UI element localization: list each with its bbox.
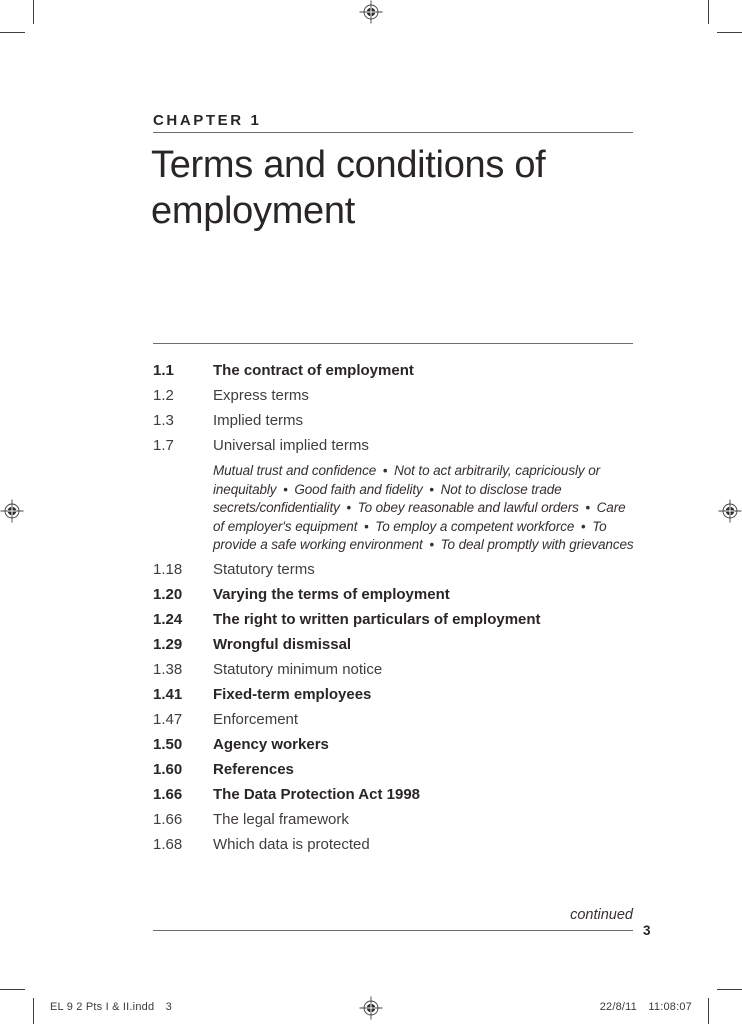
toc-entry-label: Varying the terms of employment	[213, 585, 450, 603]
toc-entry-number: 1.68	[153, 835, 183, 853]
toc-entry-label: The Data Protection Act 1998	[213, 785, 421, 803]
toc-entry	[153, 686, 633, 703]
toc-entry-label: Which data is protected	[213, 835, 370, 853]
continued-label: continued	[570, 907, 633, 923]
toc-entry	[153, 412, 633, 429]
toc-entry	[153, 761, 633, 778]
toc-entry	[153, 661, 633, 678]
toc-entry-label: The right to written particulars of employment	[213, 610, 541, 628]
crop-mark-icon	[0, 32, 25, 33]
toc-entry	[153, 811, 633, 828]
toc-entry-number: 1.60	[153, 760, 183, 778]
toc-entry	[153, 836, 633, 853]
toc-entry-label: Universal implied terms	[213, 437, 369, 454]
registration-target-icon	[718, 499, 742, 523]
toc-list	[153, 362, 633, 861]
toc-entry	[153, 711, 633, 728]
toc-entry	[153, 362, 633, 379]
registration-target-icon	[359, 0, 383, 24]
toc-entry-number: 1.20	[153, 585, 183, 603]
toc-entry-number: 1.47	[153, 710, 183, 728]
crop-mark-icon	[717, 32, 742, 33]
contents-bottom-rule	[153, 930, 633, 931]
toc-entry-number: 1.3	[153, 412, 174, 429]
footer-timestamp: 22/8/11 11:08:07	[599, 1001, 692, 1013]
registration-target-icon	[0, 499, 24, 523]
toc-entry-label: Fixed-term employees	[213, 685, 372, 703]
chapter-label: CHAPTER 1	[153, 112, 262, 129]
toc-entry	[153, 786, 633, 803]
page-number: 3	[643, 923, 651, 938]
toc-entry-number: 1.38	[153, 660, 183, 678]
toc-entry	[153, 611, 633, 628]
header-rule	[153, 132, 633, 133]
toc-entry-subtopics: Mutual trust and confidence • Not to act arbitrarily, capriciously or inequitably • Good faith and fidelity • Not to disclose trade secrets/confidentiality • To obey reasonable and lawful orders • Care of employer's equipment • To employ a competent workforce • To provide a safe working environment • To deal promptly with grievances	[213, 463, 634, 553]
chapter-title-line2: employment	[151, 190, 355, 232]
toc-entry-number: 1.24	[153, 610, 183, 628]
crop-mark-icon	[708, 0, 709, 24]
toc-entry-number: 1.2	[153, 387, 174, 404]
toc-entry-label: References	[213, 760, 294, 778]
toc-entry	[153, 586, 633, 603]
toc-entry	[153, 636, 633, 653]
crop-mark-icon	[717, 989, 742, 990]
toc-entry-number: 1.66	[153, 785, 183, 803]
contents-top-rule	[153, 343, 633, 344]
toc-entry-number: 1.1	[153, 362, 174, 379]
toc-entry-number: 1.41	[153, 685, 183, 703]
toc-entry-label: The contract of employment	[213, 362, 414, 379]
toc-entry-label: Express terms	[213, 387, 309, 404]
crop-mark-icon	[33, 998, 34, 1024]
crop-mark-icon	[0, 989, 25, 990]
toc-entry-label: Wrongful dismissal	[213, 635, 352, 653]
toc-entry-number: 1.66	[153, 810, 183, 828]
toc-entry-label: Agency workers	[213, 735, 329, 753]
footer-file-info: EL 9 2 Pts I & II.indd 3	[50, 1001, 172, 1013]
toc-entry-label: Statutory minimum notice	[213, 660, 383, 678]
crop-mark-icon	[33, 0, 34, 24]
toc-entry-number: 1.29	[153, 635, 183, 653]
toc-entry	[153, 437, 633, 454]
toc-entry	[153, 561, 633, 578]
toc-entry-number: 1.50	[153, 735, 183, 753]
toc-entry	[153, 387, 633, 404]
chapter-title	[151, 142, 635, 234]
toc-entry-label: Implied terms	[213, 412, 304, 429]
chapter-title-line1: Terms and conditions of	[151, 144, 546, 186]
toc-entry-label: The legal framework	[213, 810, 349, 828]
toc-entry	[153, 736, 633, 753]
toc-entry-label: Enforcement	[213, 710, 299, 728]
toc-entry-number: 1.7	[153, 437, 174, 454]
toc-entry-label: Statutory terms	[213, 560, 315, 578]
crop-mark-icon	[708, 998, 709, 1024]
toc-entry-number: 1.18	[153, 560, 183, 578]
registration-target-icon	[359, 996, 383, 1020]
